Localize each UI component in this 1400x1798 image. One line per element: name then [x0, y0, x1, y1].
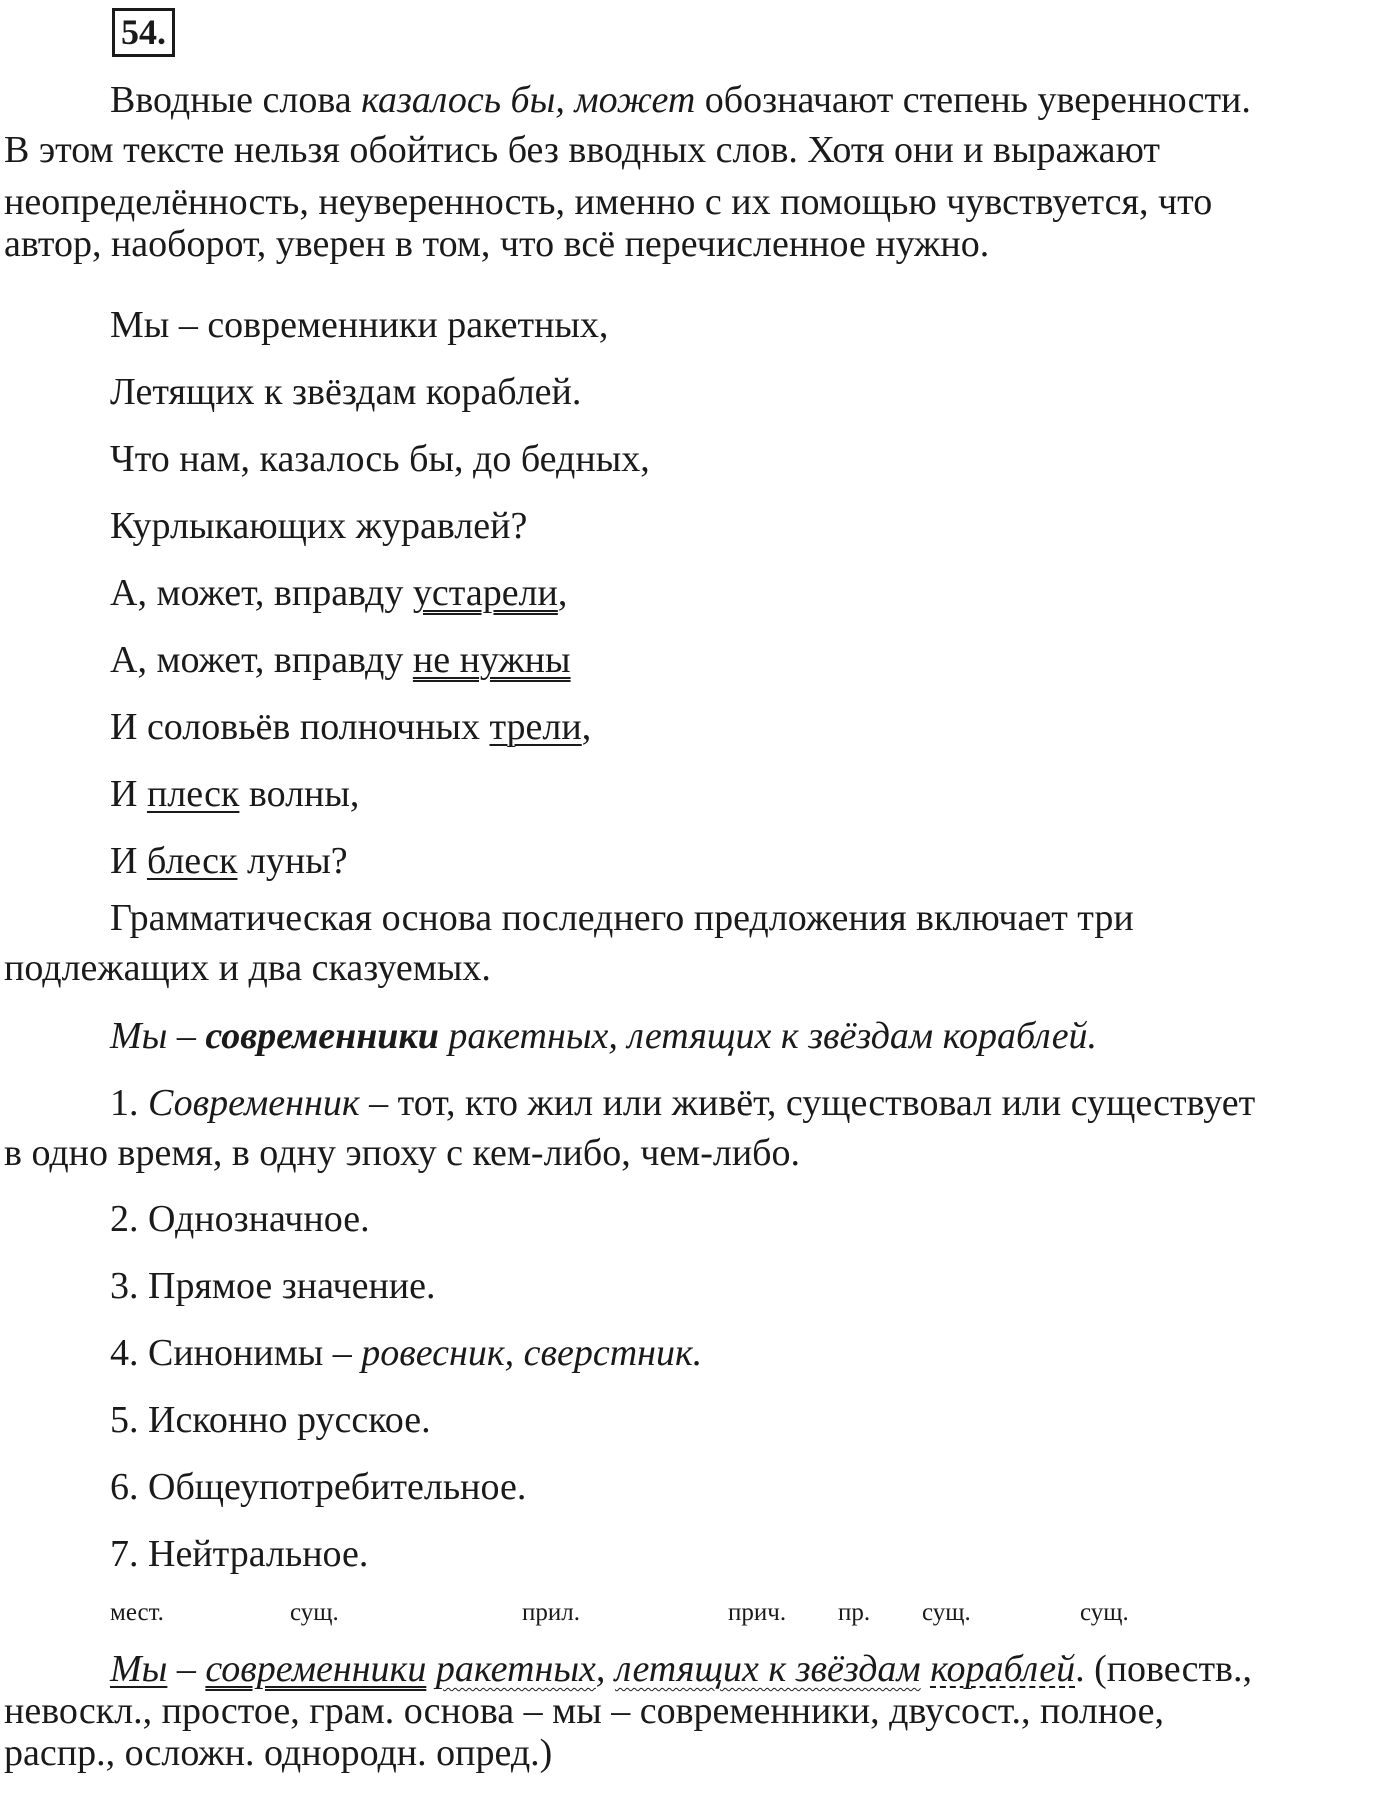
- poem-text: ,: [581, 706, 592, 748]
- grammar-note: [4, 893, 1396, 993]
- example-sentence: [4, 1011, 1400, 1061]
- analysis-list: [4, 1186, 1396, 1588]
- intro-text: Вводные слова: [110, 79, 362, 121]
- pos-label: прил.: [522, 1599, 580, 1626]
- intro-paragraph: [4, 75, 1396, 269]
- participial-phrase: летящих к звёздам: [614, 1648, 921, 1690]
- poem-text: волны,: [239, 773, 360, 815]
- predicate-word: современники: [205, 1648, 427, 1690]
- parsed-dash: –: [167, 1648, 206, 1690]
- predicate-word: устарели: [412, 572, 558, 614]
- pos-label: мест.: [110, 1599, 164, 1626]
- object-word: кораблей: [930, 1648, 1076, 1690]
- analysis-item-1: [4, 1078, 1396, 1128]
- poem-line: Летящих к звёздам кораблей.: [110, 371, 582, 413]
- poem-line: Курлыкающих журавлей?: [110, 505, 528, 547]
- intro-line-2: В этом тексте нельзя обойтись без вводных слов. Хотя они и выражают: [4, 129, 1160, 171]
- analysis-text: – тот, кто жил или живёт, существовал или существует: [359, 1082, 1256, 1124]
- intro-line-3: неопределённость, неуверенность, именно с их помощью чувствуется, что: [4, 181, 1213, 223]
- grammar-line-1: Грамматическая основа последнего предложения включает три: [110, 897, 1134, 939]
- analysis-item: 2. Однозначное.: [110, 1198, 370, 1240]
- word-analysis: [4, 1078, 1396, 1588]
- parsed-comma: ,: [595, 1648, 615, 1690]
- pos-label: сущ.: [1080, 1599, 1129, 1626]
- analysis-item: 5. Исконно русское.: [110, 1399, 431, 1441]
- poem-line: [110, 627, 1400, 694]
- intro-text: обозначают степень уверенности.: [695, 79, 1251, 121]
- intro-line-1: [4, 75, 1396, 125]
- grammar-line-2: подлежащих и два сказуемых.: [4, 947, 491, 989]
- pos-label: сущ.: [922, 1599, 971, 1626]
- analysis-text: 4. Синонимы –: [110, 1332, 362, 1374]
- poem-line: Мы – современники ракетных,: [110, 304, 609, 346]
- poem-text: И: [110, 840, 147, 882]
- exercise-number: 54.: [112, 8, 175, 57]
- subject-word: блеск: [146, 840, 238, 882]
- poem-text: А, может, вправду: [110, 572, 413, 614]
- analysis-item-1-cont: в одно время, в одну эпоху с кем-либо, чем-либо.: [4, 1132, 801, 1174]
- pos-label: прич.: [728, 1599, 787, 1626]
- item-number: 1.: [110, 1082, 148, 1124]
- intro-italic-words: казалось бы, может: [361, 79, 696, 121]
- poem-text: И соловьёв полночных: [110, 706, 490, 748]
- subject-word: плеск: [146, 773, 240, 815]
- poem-line: [110, 560, 1400, 627]
- parsed-line-3: распр., осложн. однородн. опред.): [4, 1732, 553, 1774]
- analysis-item: 7. Нейтральное.: [110, 1533, 369, 1575]
- poem-text: И: [110, 773, 147, 815]
- pos-label: сущ.: [290, 1599, 339, 1626]
- poem-line: Что нам, казалось бы, до бедных,: [110, 438, 650, 480]
- parsed-sentence: [4, 1644, 1396, 1778]
- analysis-word: Современник: [148, 1082, 360, 1124]
- poem-line: [110, 761, 1400, 828]
- subject-word: трели: [489, 706, 582, 748]
- poem-text: луны?: [237, 840, 348, 882]
- parsed-tail: . (повеств.,: [1075, 1648, 1252, 1690]
- sentence-text: Мы –: [110, 1015, 206, 1057]
- poem: [4, 292, 1400, 895]
- attribute-word: ракетных: [435, 1648, 596, 1690]
- poem-text: А, может, вправду: [110, 639, 413, 681]
- subject-word: Мы: [110, 1648, 168, 1690]
- predicate-word: не нужны: [412, 639, 571, 681]
- poem-line: [110, 694, 1400, 761]
- poem-text: ,: [557, 572, 568, 614]
- parsed-line-2: невоскл., простое, грам. основа – мы – современники, двусост., полное,: [4, 1690, 1165, 1732]
- analysis-item: [110, 1320, 1396, 1387]
- pos-label: пр.: [838, 1599, 871, 1626]
- poem-line: [110, 828, 1400, 895]
- synonyms: ровесник, сверстник.: [361, 1332, 703, 1374]
- intro-line-4: автор, наоборот, уверен в том, что всё перечисленное нужно.: [4, 223, 990, 265]
- analysis-item: 6. Общеупотребительное.: [110, 1466, 527, 1508]
- sentence-text: ракетных, летящих к звёздам кораблей.: [438, 1015, 1098, 1057]
- sentence-bold-word: современники: [205, 1015, 439, 1057]
- analysis-item: 3. Прямое значение.: [110, 1265, 436, 1307]
